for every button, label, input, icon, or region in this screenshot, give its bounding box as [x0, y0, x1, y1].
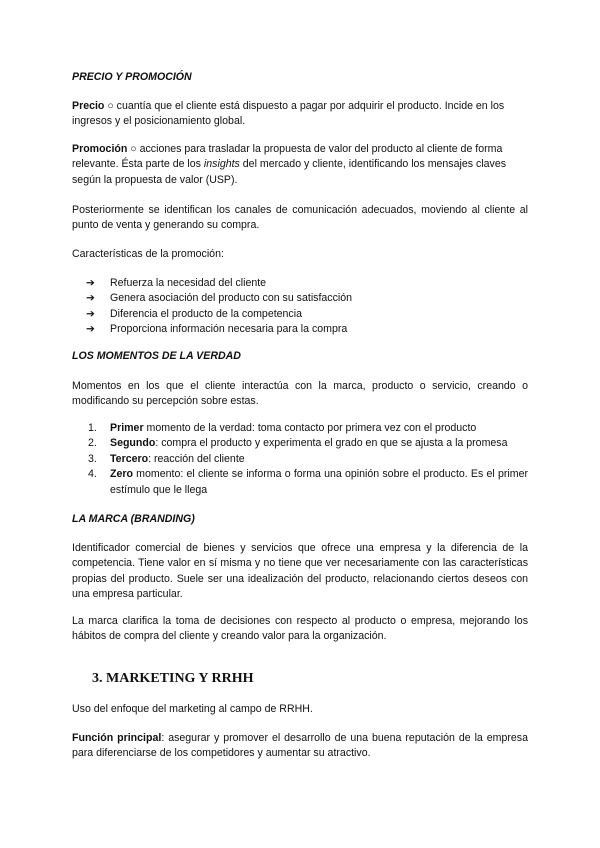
section-heading-momentos: LOS MOMENTOS DE LA VERDAD — [72, 350, 241, 362]
list-item: ➔ Genera asociación del producto con su satisfacción — [72, 291, 528, 306]
caracteristicas-intro: Características de la promoción: — [72, 248, 224, 260]
paragraph-marca-2: La marca clarifica la toma de decisiones con respecto al producto o empresa, mejorando los hábitos de compra del cliente y creando valor para la organización. — [72, 615, 528, 643]
promocion-definition-2: del mercado y cliente, identificando los mensajes claves según la propuesta de valor (USP). — [72, 158, 507, 186]
list-item: 3. Tercero: reacción del cliente — [88, 452, 245, 465]
term-funcion-principal: Función principal — [72, 732, 162, 744]
section-title-marketing-rrhh: 3. MARKETING Y RRHH — [92, 671, 254, 686]
precio-definition: ○ cuantía que el cliente está dispuesto a pagar por adquirir el producto. Incide en los ingresos y el posicionamiento global. — [72, 100, 505, 128]
section-heading-marca: LA MARCA (BRANDING) — [72, 513, 195, 525]
list-item: ➔ Proporciona información necesaria para la compra — [72, 322, 528, 337]
list-item: 2. Segundo: compra el producto y experimenta el grado en que se ajusta a la promesa — [88, 437, 508, 450]
list-item: 1. Primer momento de la verdad: toma contacto por primera vez con el producto — [88, 422, 477, 434]
paragraph-posteriormente: Posteriormente se identifican los canales de comunicación adecuados, moviendo al cliente al punto de venta y generando su compra. — [72, 204, 528, 232]
arrow-icon: ➔ — [86, 307, 95, 320]
arrow-icon: ➔ — [86, 277, 95, 289]
list-item: 4. Zero momento: el cliente se informa o forma una opinión sobre el producto. Es el primer estímulo que le llega — [88, 468, 528, 496]
promocion-definition-1: ○ acciones para trasladar la propuesta de valor del producto al cliente de forma relevante. Ésta parte de los — [72, 143, 503, 171]
paragraph-marca-1: Identificador comercial de bienes y servicios que ofrece una empresa y la diferencia de la competencia. Tiene valor en sí misma y no tiene que ver necesariamente con las características propias del producto. Suele ser una idealización del producto, relacionando ciertos deseos con una empresa particular. — [72, 542, 528, 601]
list-item: ➔ Refuerza la necesidad del cliente — [72, 276, 528, 291]
paragraph-marketing-intro: Uso del enfoque del marketing al campo de RRHH. — [72, 703, 313, 715]
paragraph-promocion — [72, 142, 528, 188]
term-precio: Precio — [72, 100, 105, 112]
section-heading-precio-promocion: PRECIO Y PROMOCIÓN — [72, 71, 192, 83]
arrow-icon: ➔ — [86, 292, 95, 305]
promocion-italic: insights — [203, 158, 240, 171]
list-item: ➔ Diferencia el producto de la competencia — [72, 307, 528, 322]
paragraph-momentos-intro: Momentos en los que el cliente interactúa con la marca, producto o servicio, creando o modificando su percepción sobre estas. — [72, 380, 528, 408]
momentos-list — [72, 421, 528, 498]
arrow-icon: ➔ — [86, 323, 95, 336]
caracteristicas-list — [72, 276, 528, 338]
term-promocion: Promoción — [72, 143, 128, 155]
paragraph-precio — [72, 99, 528, 130]
paragraph-funcion-principal: Función principal: asegurar y promover el desarrollo de una buena reputación de la empresa para diferenciarse de los competidores y aumentar su atractivo. — [72, 732, 528, 760]
